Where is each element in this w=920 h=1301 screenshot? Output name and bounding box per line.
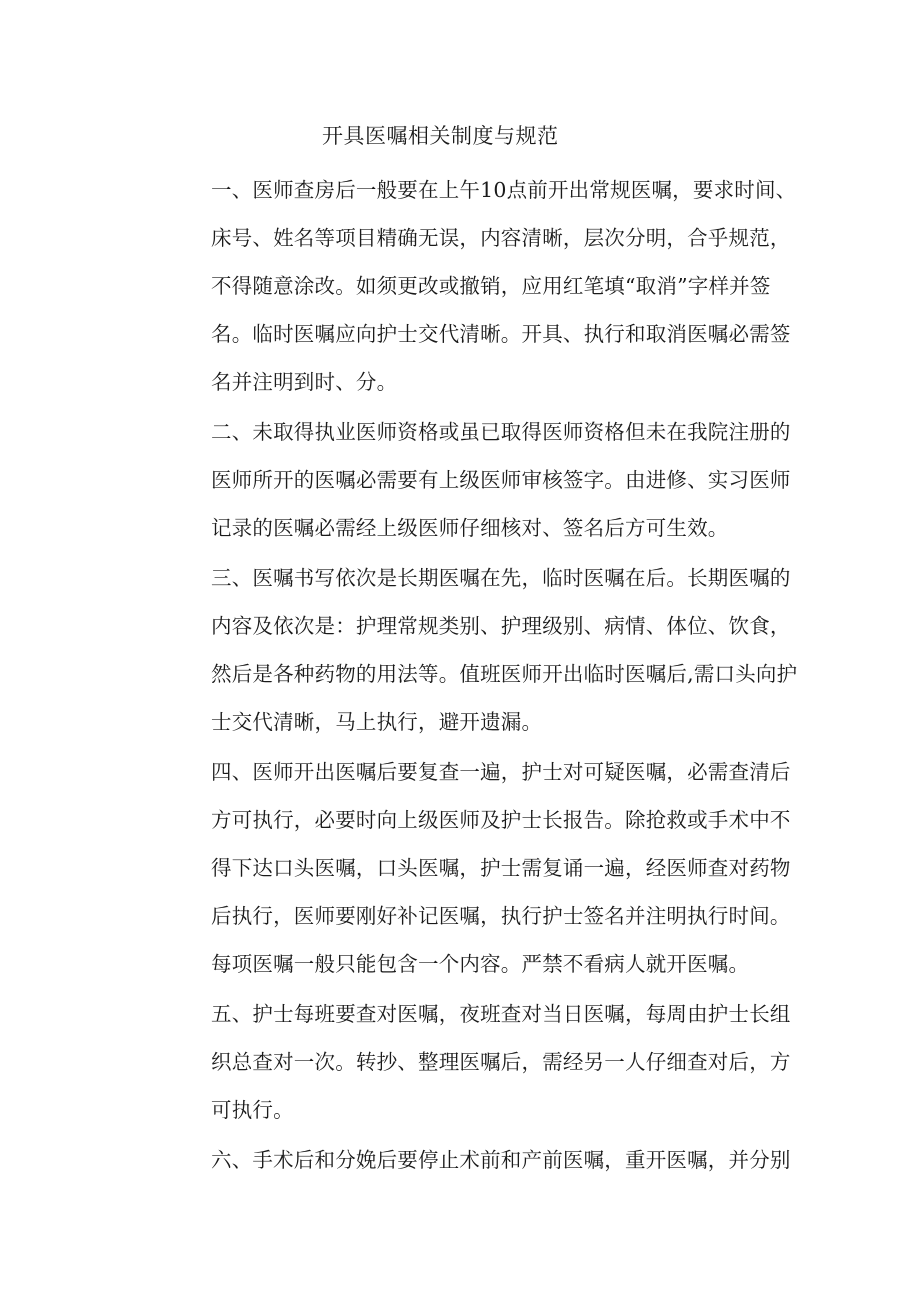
paragraph-4 <box>211 748 791 988</box>
paragraph-6 <box>211 1136 791 1184</box>
text-line: 可执行。 <box>211 1098 294 1122</box>
text-line: 一、医师查房后一般要在上午10点前开出常规医嘱，要求时间、 <box>211 178 797 202</box>
paragraph-3 <box>211 554 798 746</box>
text-line: 医师所开的医嘱必需要有上级医师审核签字。由进修、实习医师 <box>211 468 791 492</box>
text-line: 每项医嘱一般只能包含一个内容。严禁不看病人就开医嘱。 <box>211 952 750 976</box>
text-line: 床号、姓名等项目精确无误，内容清晰，层次分明，合乎规范， <box>211 226 791 250</box>
text-line: 然后是各种药物的用法等。值班医师开出临时医嘱后,需口头向护 <box>211 662 798 686</box>
paragraph-2 <box>211 408 791 552</box>
text-line: 士交代清晰，马上执行，避开遗漏。 <box>211 710 543 734</box>
text-line: 名并注明到时、分。 <box>211 370 398 394</box>
paragraph-1 <box>211 166 797 406</box>
document-body <box>211 166 798 1186</box>
text-line: 名。临时医嘱应向护士交代清晰。开具、执行和取消医嘱必需签 <box>211 322 791 346</box>
text-line: 记录的医嘱必需经上级医师仔细核对、签名后方可生效。 <box>211 516 729 540</box>
text-line: 方可执行，必要时向上级医师及护士长报告。除抢救或手术中不 <box>211 808 791 832</box>
text-line: 内容及依次是：护理常规类别、护理级别、病情、体位、饮食， <box>211 614 791 638</box>
text-line: 后执行，医师要刚好补记医嘱，执行护士签名并注明执行时间。 <box>211 904 791 928</box>
page-title: 开具医嘱相关制度与规范 <box>322 124 559 148</box>
text-line: 不得随意涂改。如须更改或撤销，应用红笔填“取消”字样并签 <box>211 274 771 298</box>
text-line: 三、医嘱书写依次是长期医嘱在先，临时医嘱在后。长期医嘱的 <box>211 566 791 590</box>
text-line: 四、医师开出医嘱后要复查一遍，护士对可疑医嘱，必需查清后 <box>211 760 791 784</box>
text-line: 织总查对一次。转抄、整理医嘱后，需经另一人仔细查对后，方 <box>211 1050 791 1074</box>
text-line: 六、手术后和分娩后要停止术前和产前医嘱，重开医嘱，并分别 <box>211 1148 791 1172</box>
text-line: 五、护士每班要查对医嘱，夜班查对当日医嘱，每周由护士长组 <box>211 1002 791 1026</box>
text-line: 得下达口头医嘱，口头医嘱，护士需复诵一遍，经医师查对药物 <box>211 856 791 880</box>
text-line: 二、未取得执业医师资格或虽已取得医师资格但未在我院注册的 <box>211 420 791 444</box>
paragraph-5 <box>211 990 791 1134</box>
